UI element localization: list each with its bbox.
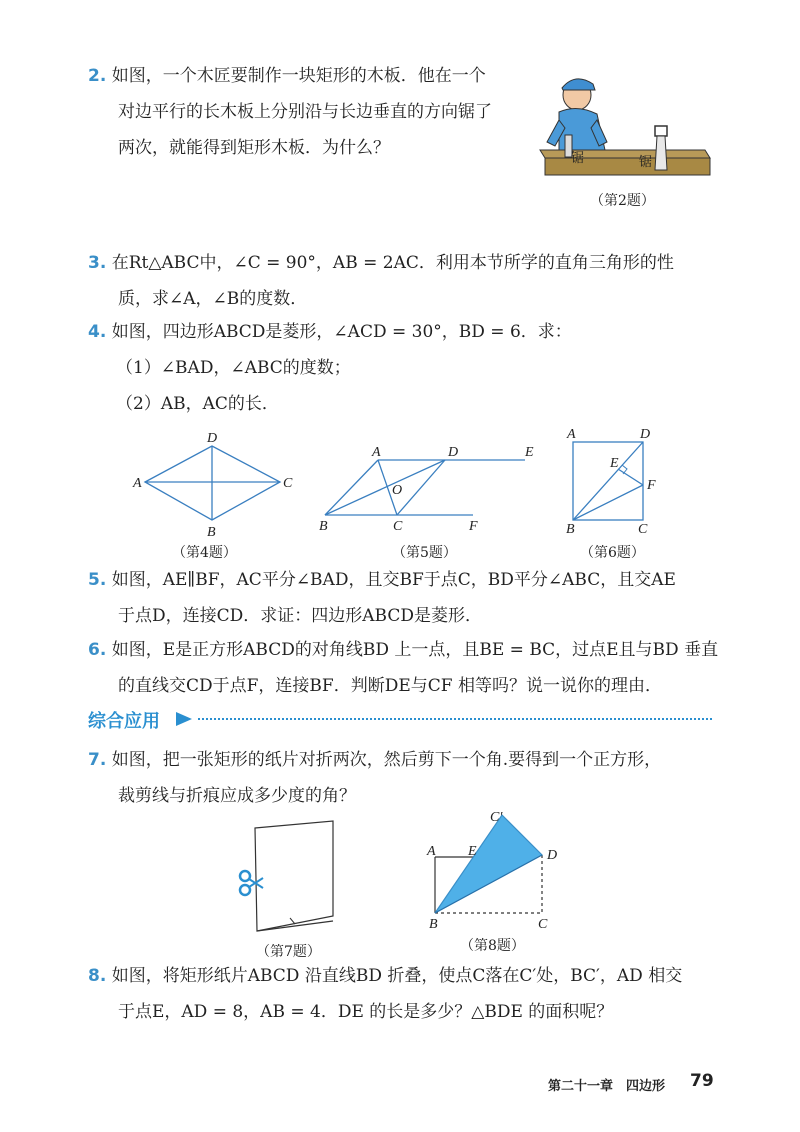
problem-5: [88, 570, 676, 642]
problem-text-line: 如图，一个木匠要制作一块矩形的木板．他在一个: [111, 66, 486, 86]
problem-text-line: 如图，AE∥BF，AC平分∠BAD，且交BF于点C，BD平分∠ABC，且交AE: [111, 570, 676, 590]
saw-label-2: 锯: [639, 155, 653, 170]
label-A: A: [427, 844, 436, 859]
problem-text-line: 质，求∠A，∠B的度数．: [118, 289, 308, 309]
figure-caption-2: （第2题）: [590, 193, 655, 209]
problem-3: [88, 253, 674, 325]
page-number: 79: [690, 1071, 714, 1091]
figure-caption-7: （第7题）: [256, 944, 321, 960]
problem-text-line: 如图，将矩形纸片ABCD 沿直线BD 折叠，使点C落在C′处，BC′，AD 相交: [111, 966, 683, 986]
label-D: D: [207, 431, 218, 446]
section-title: 综合应用: [88, 711, 160, 732]
chapter-footer: 第二十一章 四边形: [548, 1079, 666, 1094]
label-C: C: [283, 476, 293, 491]
problem-number: 8.: [88, 966, 107, 986]
problem-number: 6.: [88, 640, 107, 660]
problem-number: 3.: [88, 253, 107, 273]
scissors-icon: [240, 871, 263, 895]
label-B: B: [207, 525, 216, 540]
problem-8: [88, 966, 682, 1038]
problem-7: [88, 750, 661, 822]
problem-number: 5.: [88, 570, 107, 590]
label-D: D: [448, 445, 459, 460]
problem-text-line: 裁剪线与折痕应成多少度的角？: [118, 786, 356, 806]
problem-text-line: 对边平行的长木板上分别沿与长边垂直的方向锯了: [118, 102, 492, 122]
subquestion-2: （2）AB，AC的长．: [116, 394, 279, 414]
label-B: B: [566, 522, 575, 537]
label-D: D: [640, 427, 651, 442]
saw-label-1: 锯: [571, 151, 585, 166]
label-C: C: [638, 522, 648, 537]
section-divider: [198, 718, 712, 720]
problem-text-line: 如图，把一张矩形的纸片对折两次，然后剪下一个角.要得到一个正方形，: [111, 750, 662, 770]
figure-caption-6: （第6题）: [580, 545, 645, 561]
label-E: E: [610, 456, 619, 471]
problem-text-line: 的直线交CD于点F，连接BF．判断DE与CF 相等吗？说一说你的理由．: [118, 676, 662, 696]
label-E: E: [525, 445, 534, 460]
figure-caption-8: （第8题）: [460, 938, 525, 954]
arrow-right-icon: [174, 710, 194, 728]
label-D: D: [547, 848, 558, 863]
label-C: C: [393, 519, 403, 534]
figure-5-parallel-lines: [315, 442, 545, 537]
label-B: B: [429, 917, 438, 932]
problem-number: 7.: [88, 750, 107, 770]
figure-caption-5: （第5题）: [392, 545, 457, 561]
problem-text-line: 如图，四边形ABCD是菱形，∠ACD = 30°，BD = 6．求：: [111, 322, 572, 342]
problem-text-line: 如图，E是正方形ABCD的对角线BD 上一点，且BE = BC，过点E且与BD 垂直: [111, 640, 719, 660]
problem-2: [88, 66, 492, 174]
figure-6-square: [560, 425, 670, 540]
label-C-prime: C′: [490, 810, 503, 825]
label-F: F: [469, 519, 478, 534]
problem-number: 2.: [88, 66, 107, 86]
figure-4-rhombus: [130, 430, 300, 545]
problem-text-line: 在Rt△ABC中，∠C = 90°，AB = 2AC．利用本节所学的直角三角形的性: [111, 253, 674, 273]
problem-text-line: 于点E，AD = 8，AB = 4．DE 的长是多少？△BDE 的面积呢？: [118, 1002, 614, 1022]
figure-8-fold: [420, 805, 570, 930]
label-F: F: [647, 478, 656, 493]
label-B: B: [319, 519, 328, 534]
label-A: A: [133, 476, 142, 491]
label-E: E: [468, 844, 477, 859]
label-A: A: [567, 427, 576, 442]
problem-6: [88, 640, 718, 712]
problem-4: [88, 322, 572, 430]
figure-7-folded-paper: [235, 818, 345, 938]
carpenter-illustration: [535, 70, 715, 185]
figure-caption-4: （第4题）: [172, 545, 237, 561]
label-O: O: [392, 483, 403, 498]
problem-text-line: 两次，就能得到矩形木板．为什么？: [118, 138, 390, 158]
problem-text-line: 于点D，连接CD．求证：四边形ABCD是菱形．: [118, 606, 482, 626]
section-header: [88, 707, 713, 731]
subquestion-1: （1）∠BAD，∠ABC的度数；: [116, 358, 351, 378]
problem-number: 4.: [88, 322, 107, 342]
label-C: C: [538, 917, 548, 932]
label-A: A: [372, 445, 381, 460]
